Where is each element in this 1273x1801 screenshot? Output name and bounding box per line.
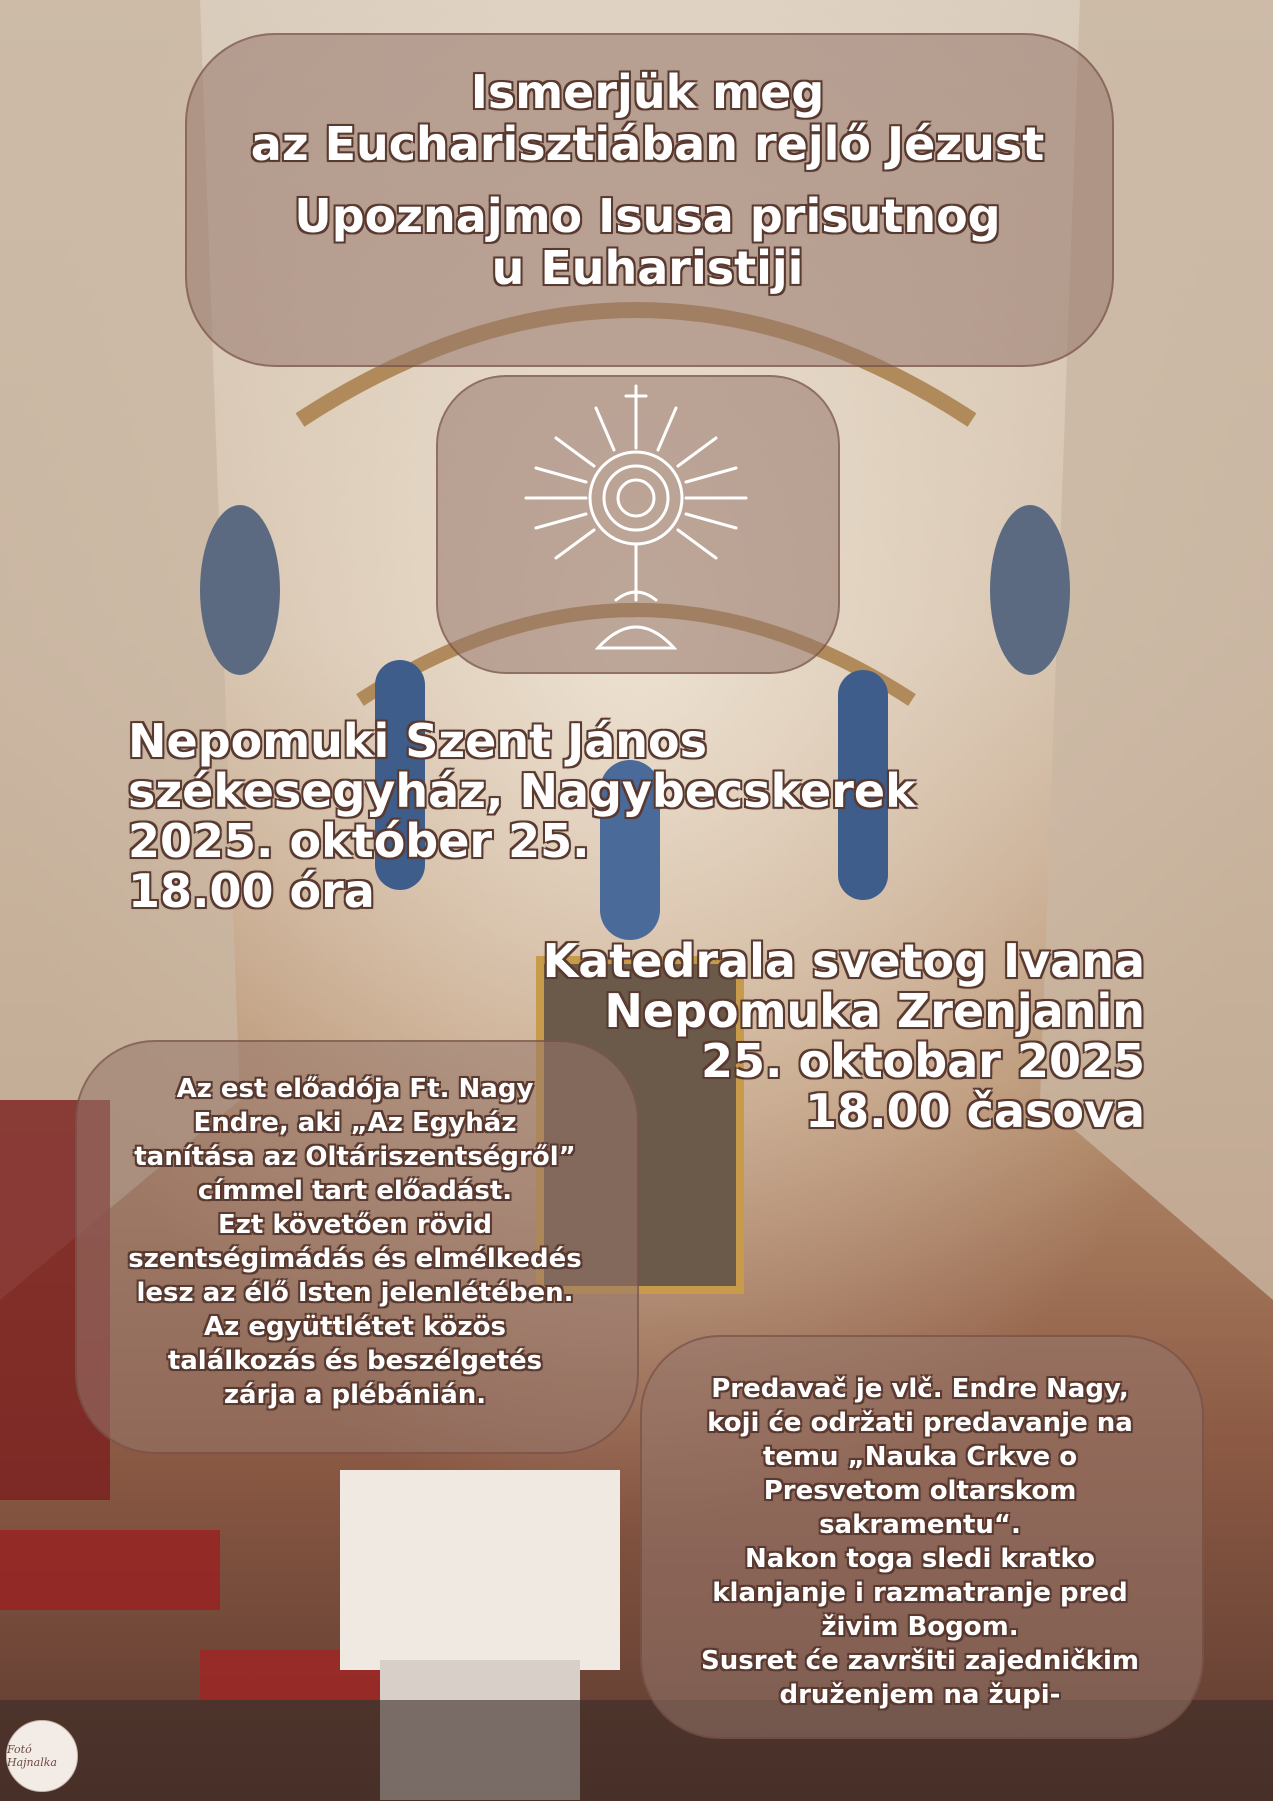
description-hu-line: lesz az élő Isten jelenlétében. bbox=[136, 1278, 574, 1308]
location-hu-line-2: székesegyház, Nagybecskerek bbox=[128, 764, 916, 818]
location-sr-line-3: 25. oktobar 2025 bbox=[701, 1034, 1145, 1088]
location-hu-line-1: Nepomuki Szent János bbox=[128, 714, 708, 768]
description-hu-line: találkozás és beszélgetés bbox=[167, 1346, 543, 1376]
photographer-logo bbox=[6, 1720, 78, 1792]
location-hu-line-3: 2025. október 25. bbox=[128, 814, 590, 868]
description-hu-line: Az együttlétet közös bbox=[204, 1312, 506, 1342]
photographer-logo-text: Fotó Hajnalka bbox=[7, 1743, 57, 1769]
title-sr-line-2: u Euharistiji bbox=[491, 241, 804, 295]
location-sr-line-4: 18.00 časova bbox=[805, 1084, 1145, 1138]
description-sr-line: koji će održati predavanje na bbox=[707, 1408, 1133, 1438]
title-sr-line-1: Upoznajmo Isusa prisutnog bbox=[294, 189, 1001, 243]
description-hu bbox=[90, 1072, 620, 1412]
description-sr-line: Nakon toga sledi kratko bbox=[745, 1544, 1095, 1574]
description-sr-line: Presvetom oltarskom bbox=[763, 1476, 1077, 1506]
description-hu-line: Az est előadója Ft. Nagy bbox=[176, 1074, 534, 1104]
description-hu-line: zárja a plébánián. bbox=[223, 1380, 487, 1410]
description-sr-line: sakramentu“. bbox=[819, 1510, 1021, 1540]
title-hu-line-2: az Eucharisztiában rejlő Jézust bbox=[250, 117, 1045, 171]
title-hu-line-1: Ismerjük meg bbox=[470, 65, 825, 119]
location-sr-line-1: Katedrala svetog Ivana bbox=[542, 934, 1145, 988]
location-hu bbox=[128, 716, 916, 916]
description-sr-line: klanjanje i razmatranje pred bbox=[712, 1578, 1128, 1608]
description-hu-line: Ezt követően rövid bbox=[217, 1210, 493, 1240]
description-sr-line: druženjem na župi- bbox=[779, 1680, 1061, 1710]
description-sr-line: temu „Nauka Crkve o bbox=[762, 1442, 1078, 1472]
description-sr bbox=[655, 1372, 1185, 1712]
description-hu-line: szentségimádás és elmélkedés bbox=[128, 1244, 582, 1274]
description-hu-line: címmel tart előadást. bbox=[197, 1176, 513, 1206]
description-sr-line: živim Bogom. bbox=[821, 1612, 1019, 1642]
description-sr-line: Predavač je vlč. Endre Nagy, bbox=[711, 1374, 1129, 1404]
location-sr-line-2: Nepomuka Zrenjanin bbox=[604, 984, 1145, 1038]
description-hu-line: Endre, aki „Az Egyház bbox=[193, 1108, 517, 1138]
title-block bbox=[185, 66, 1110, 294]
description-sr-line: Susret će završiti zajedničkim bbox=[701, 1646, 1139, 1676]
description-hu-line: tanítása az Oltáriszentségről” bbox=[134, 1142, 576, 1172]
location-hu-line-4: 18.00 óra bbox=[128, 864, 375, 918]
monstrance-icon bbox=[516, 378, 756, 668]
